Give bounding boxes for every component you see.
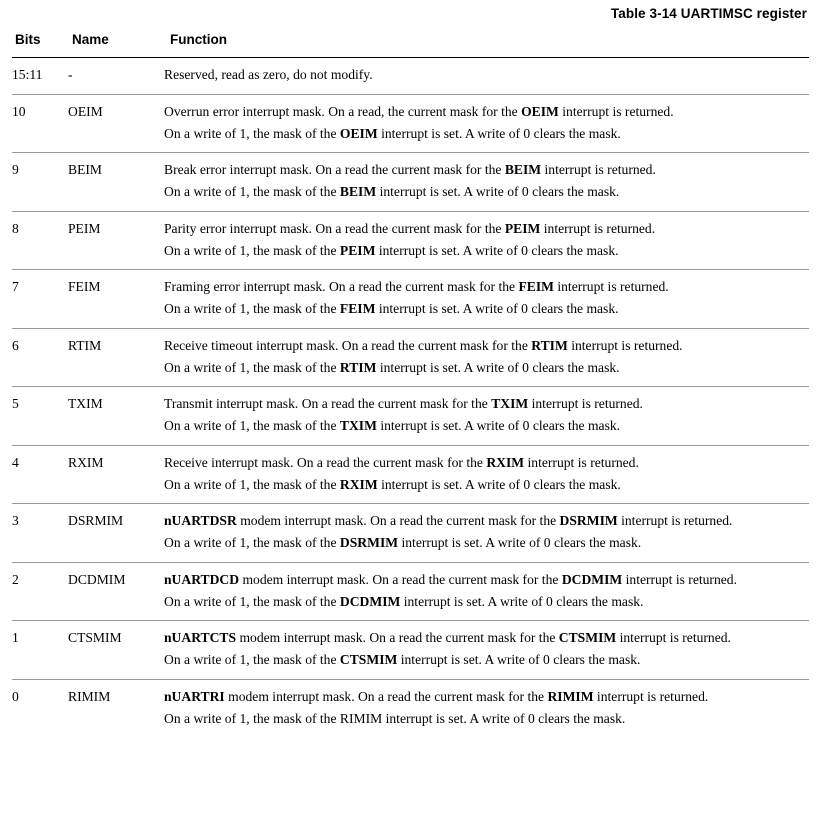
emphasis-text: OEIM	[521, 103, 559, 119]
emphasis-text: RXIM	[339, 476, 378, 492]
plain-text: interrupt is set. A write of 0 clears the mask.	[398, 535, 642, 550]
plain-text: interrupt is returned.	[617, 513, 733, 529]
cell-bits: 2	[12, 571, 19, 587]
cell-bits: 8	[12, 220, 19, 236]
table-row	[12, 58, 809, 95]
table-header-row	[12, 32, 809, 58]
table-caption: Table 3-14 UARTIMSC register	[610, 6, 807, 21]
plain-text: Transmit interrupt mask. On a read the current mask for the	[164, 396, 492, 412]
plain-text: interrupt is set. A write of 0 clears the mask.	[376, 418, 621, 433]
plain-text: Reserved, read as zero, do not modify.	[164, 67, 373, 82]
function-paragraph	[164, 512, 809, 531]
cell-function	[164, 621, 809, 680]
function-paragraph	[164, 183, 809, 202]
function-paragraph	[164, 242, 809, 261]
function-paragraph	[164, 103, 809, 122]
function-paragraph	[164, 629, 809, 648]
emphasis-text: RIMIM	[547, 688, 594, 704]
emphasis-text: nUARTDCD	[164, 571, 240, 587]
emphasis-text: BEIM	[339, 184, 377, 199]
plain-text: interrupt is set. A write of 0 clears the mask.	[375, 301, 619, 316]
plain-text: Receive interrupt mask. On a read the current mask for the	[164, 454, 487, 470]
cell-name: FEIM	[68, 279, 101, 295]
emphasis-text: nUARTRI	[164, 688, 225, 704]
plain-text: interrupt is returned.	[567, 337, 683, 353]
plain-text: interrupt is set. A write of 0 clears the mask.	[376, 359, 620, 375]
table-row	[12, 562, 809, 621]
function-paragraph	[164, 651, 809, 670]
plain-text: On a write of 1, the mask of the	[164, 476, 340, 492]
emphasis-text: BEIM	[504, 162, 542, 178]
cell-name: OEIM	[68, 103, 103, 119]
table-row	[12, 270, 809, 329]
emphasis-text: TXIM	[339, 418, 377, 433]
cell-bits: 6	[12, 337, 19, 353]
plain-text: modem interrupt mask. On a read the current mask for the	[236, 513, 560, 529]
cell-bits: 3	[12, 513, 19, 529]
table-row	[12, 328, 809, 387]
cell-function	[164, 504, 809, 563]
function-paragraph	[164, 337, 809, 356]
cell-function	[164, 94, 809, 153]
cell-bits: 4	[12, 454, 19, 470]
plain-text: interrupt is returned.	[540, 220, 656, 236]
plain-text: On a write of 1, the mask of the	[164, 359, 340, 375]
emphasis-text: nUARTCTS	[164, 630, 237, 646]
cell-bits: 10	[12, 103, 26, 119]
cell-bits: 9	[12, 162, 19, 178]
emphasis-text: PEIM	[504, 220, 541, 236]
cell-name: RXIM	[68, 454, 104, 470]
function-paragraph	[164, 593, 809, 612]
cell-function	[164, 211, 809, 270]
function-paragraph	[164, 66, 809, 85]
plain-text: interrupt is returned.	[553, 279, 669, 295]
emphasis-text: FEIM	[339, 301, 376, 316]
function-paragraph	[164, 125, 809, 144]
plain-text: On a write of 1, the mask of the	[164, 535, 340, 550]
cell-name: TXIM	[68, 396, 103, 412]
plain-text: interrupt is set. A write of 0 clears the mask.	[397, 652, 641, 667]
table-row	[12, 211, 809, 270]
plain-text: On a write of 1, the mask of the	[164, 125, 340, 141]
function-paragraph	[164, 220, 809, 239]
cell-function	[164, 270, 809, 329]
cell-function	[164, 58, 809, 95]
plain-text: On a write of 1, the mask of the RIMIM interrupt is set. A write of 0 clears the mask.	[164, 710, 626, 726]
function-paragraph	[164, 278, 809, 297]
plain-text: interrupt is set. A write of 0 clears the mask.	[400, 593, 644, 609]
emphasis-text: DSRMIM	[559, 513, 618, 529]
plain-text: Overrun error interrupt mask. On a read, the current mask for the	[164, 103, 522, 119]
plain-text: On a write of 1, the mask of the	[164, 418, 340, 433]
plain-text: interrupt is set. A write of 0 clears the mask.	[375, 242, 619, 258]
uartimsc-register-table	[12, 32, 809, 737]
emphasis-text: nUARTDSR	[164, 513, 237, 529]
emphasis-text: CTSMIM	[558, 630, 617, 646]
function-paragraph	[164, 710, 809, 729]
table-header	[12, 32, 809, 58]
cell-name: DCDMIM	[68, 571, 126, 587]
plain-text: interrupt is returned.	[524, 454, 639, 470]
cell-name: PEIM	[68, 220, 101, 236]
plain-text: On a write of 1, the mask of the	[164, 184, 340, 199]
function-paragraph	[164, 359, 809, 378]
plain-text: Parity error interrupt mask. On a read the current mask for the	[164, 220, 505, 236]
emphasis-text: TXIM	[491, 396, 529, 412]
cell-bits: 5	[12, 396, 19, 412]
plain-text: interrupt is set. A write of 0 clears the mask.	[377, 125, 621, 141]
plain-text: interrupt is returned.	[593, 688, 709, 704]
function-paragraph	[164, 688, 809, 707]
emphasis-text: DSRMIM	[339, 535, 399, 550]
function-paragraph	[164, 476, 809, 495]
column-header-name: Name	[72, 32, 109, 47]
plain-text: modem interrupt mask. On a read the current mask for the	[236, 630, 559, 646]
emphasis-text: DCDMIM	[339, 593, 401, 609]
cell-function	[164, 445, 809, 504]
cell-name: DSRMIM	[68, 513, 124, 529]
cell-name: RIMIM	[68, 688, 111, 704]
plain-text: Framing error interrupt mask. On a read the current mask for the	[164, 279, 519, 295]
plain-text: Break error interrupt mask. On a read the current mask for the	[164, 162, 505, 178]
function-paragraph	[164, 300, 809, 319]
emphasis-text: CTSMIM	[339, 652, 398, 667]
plain-text: interrupt is returned.	[541, 162, 656, 178]
emphasis-text: PEIM	[339, 242, 376, 258]
cell-name: RTIM	[68, 337, 102, 353]
cell-bits: 1	[12, 630, 19, 646]
plain-text: interrupt is returned.	[622, 571, 737, 587]
cell-function	[164, 387, 809, 446]
cell-function	[164, 328, 809, 387]
plain-text: interrupt is set. A write of 0 clears the mask.	[377, 476, 621, 492]
cell-name: -	[68, 67, 73, 82]
function-paragraph	[164, 571, 809, 590]
emphasis-text: FEIM	[518, 279, 554, 295]
emphasis-text: RXIM	[486, 454, 525, 470]
column-header-bits: Bits	[15, 32, 41, 47]
table-row	[12, 621, 809, 680]
table-row	[12, 504, 809, 563]
function-paragraph	[164, 454, 809, 473]
column-header-function: Function	[170, 32, 227, 47]
cell-function	[164, 562, 809, 621]
cell-bits: 15:11	[12, 67, 43, 82]
emphasis-text: DCDMIM	[561, 571, 623, 587]
emphasis-text: RTIM	[531, 337, 568, 353]
plain-text: On a write of 1, the mask of the	[164, 301, 340, 316]
cell-bits: 0	[12, 688, 19, 704]
function-paragraph	[164, 417, 809, 436]
plain-text: interrupt is returned.	[558, 103, 674, 119]
plain-text: modem interrupt mask. On a read the current mask for the	[224, 688, 548, 704]
plain-text: interrupt is returned.	[616, 630, 731, 646]
emphasis-text: RTIM	[339, 359, 377, 375]
function-paragraph	[164, 395, 809, 414]
function-paragraph	[164, 161, 809, 180]
plain-text: interrupt is set. A write of 0 clears the mask.	[376, 184, 620, 199]
plain-text: interrupt is returned.	[528, 396, 643, 412]
table-row	[12, 679, 809, 737]
cell-bits: 7	[12, 279, 19, 295]
function-paragraph	[164, 534, 809, 553]
plain-text: On a write of 1, the mask of the	[164, 593, 340, 609]
cell-function	[164, 679, 809, 737]
emphasis-text: OEIM	[339, 125, 378, 141]
plain-text: Receive timeout interrupt mask. On a read the current mask for the	[164, 337, 532, 353]
table-row	[12, 153, 809, 212]
plain-text: modem interrupt mask. On a read the current mask for the	[239, 571, 562, 587]
plain-text: On a write of 1, the mask of the	[164, 652, 340, 667]
table-row	[12, 445, 809, 504]
cell-function	[164, 153, 809, 212]
table-row	[12, 94, 809, 153]
table-body	[12, 58, 809, 738]
cell-name: CTSMIM	[68, 630, 122, 646]
table-row	[12, 387, 809, 446]
plain-text: On a write of 1, the mask of the	[164, 242, 340, 258]
cell-name: BEIM	[68, 162, 102, 178]
